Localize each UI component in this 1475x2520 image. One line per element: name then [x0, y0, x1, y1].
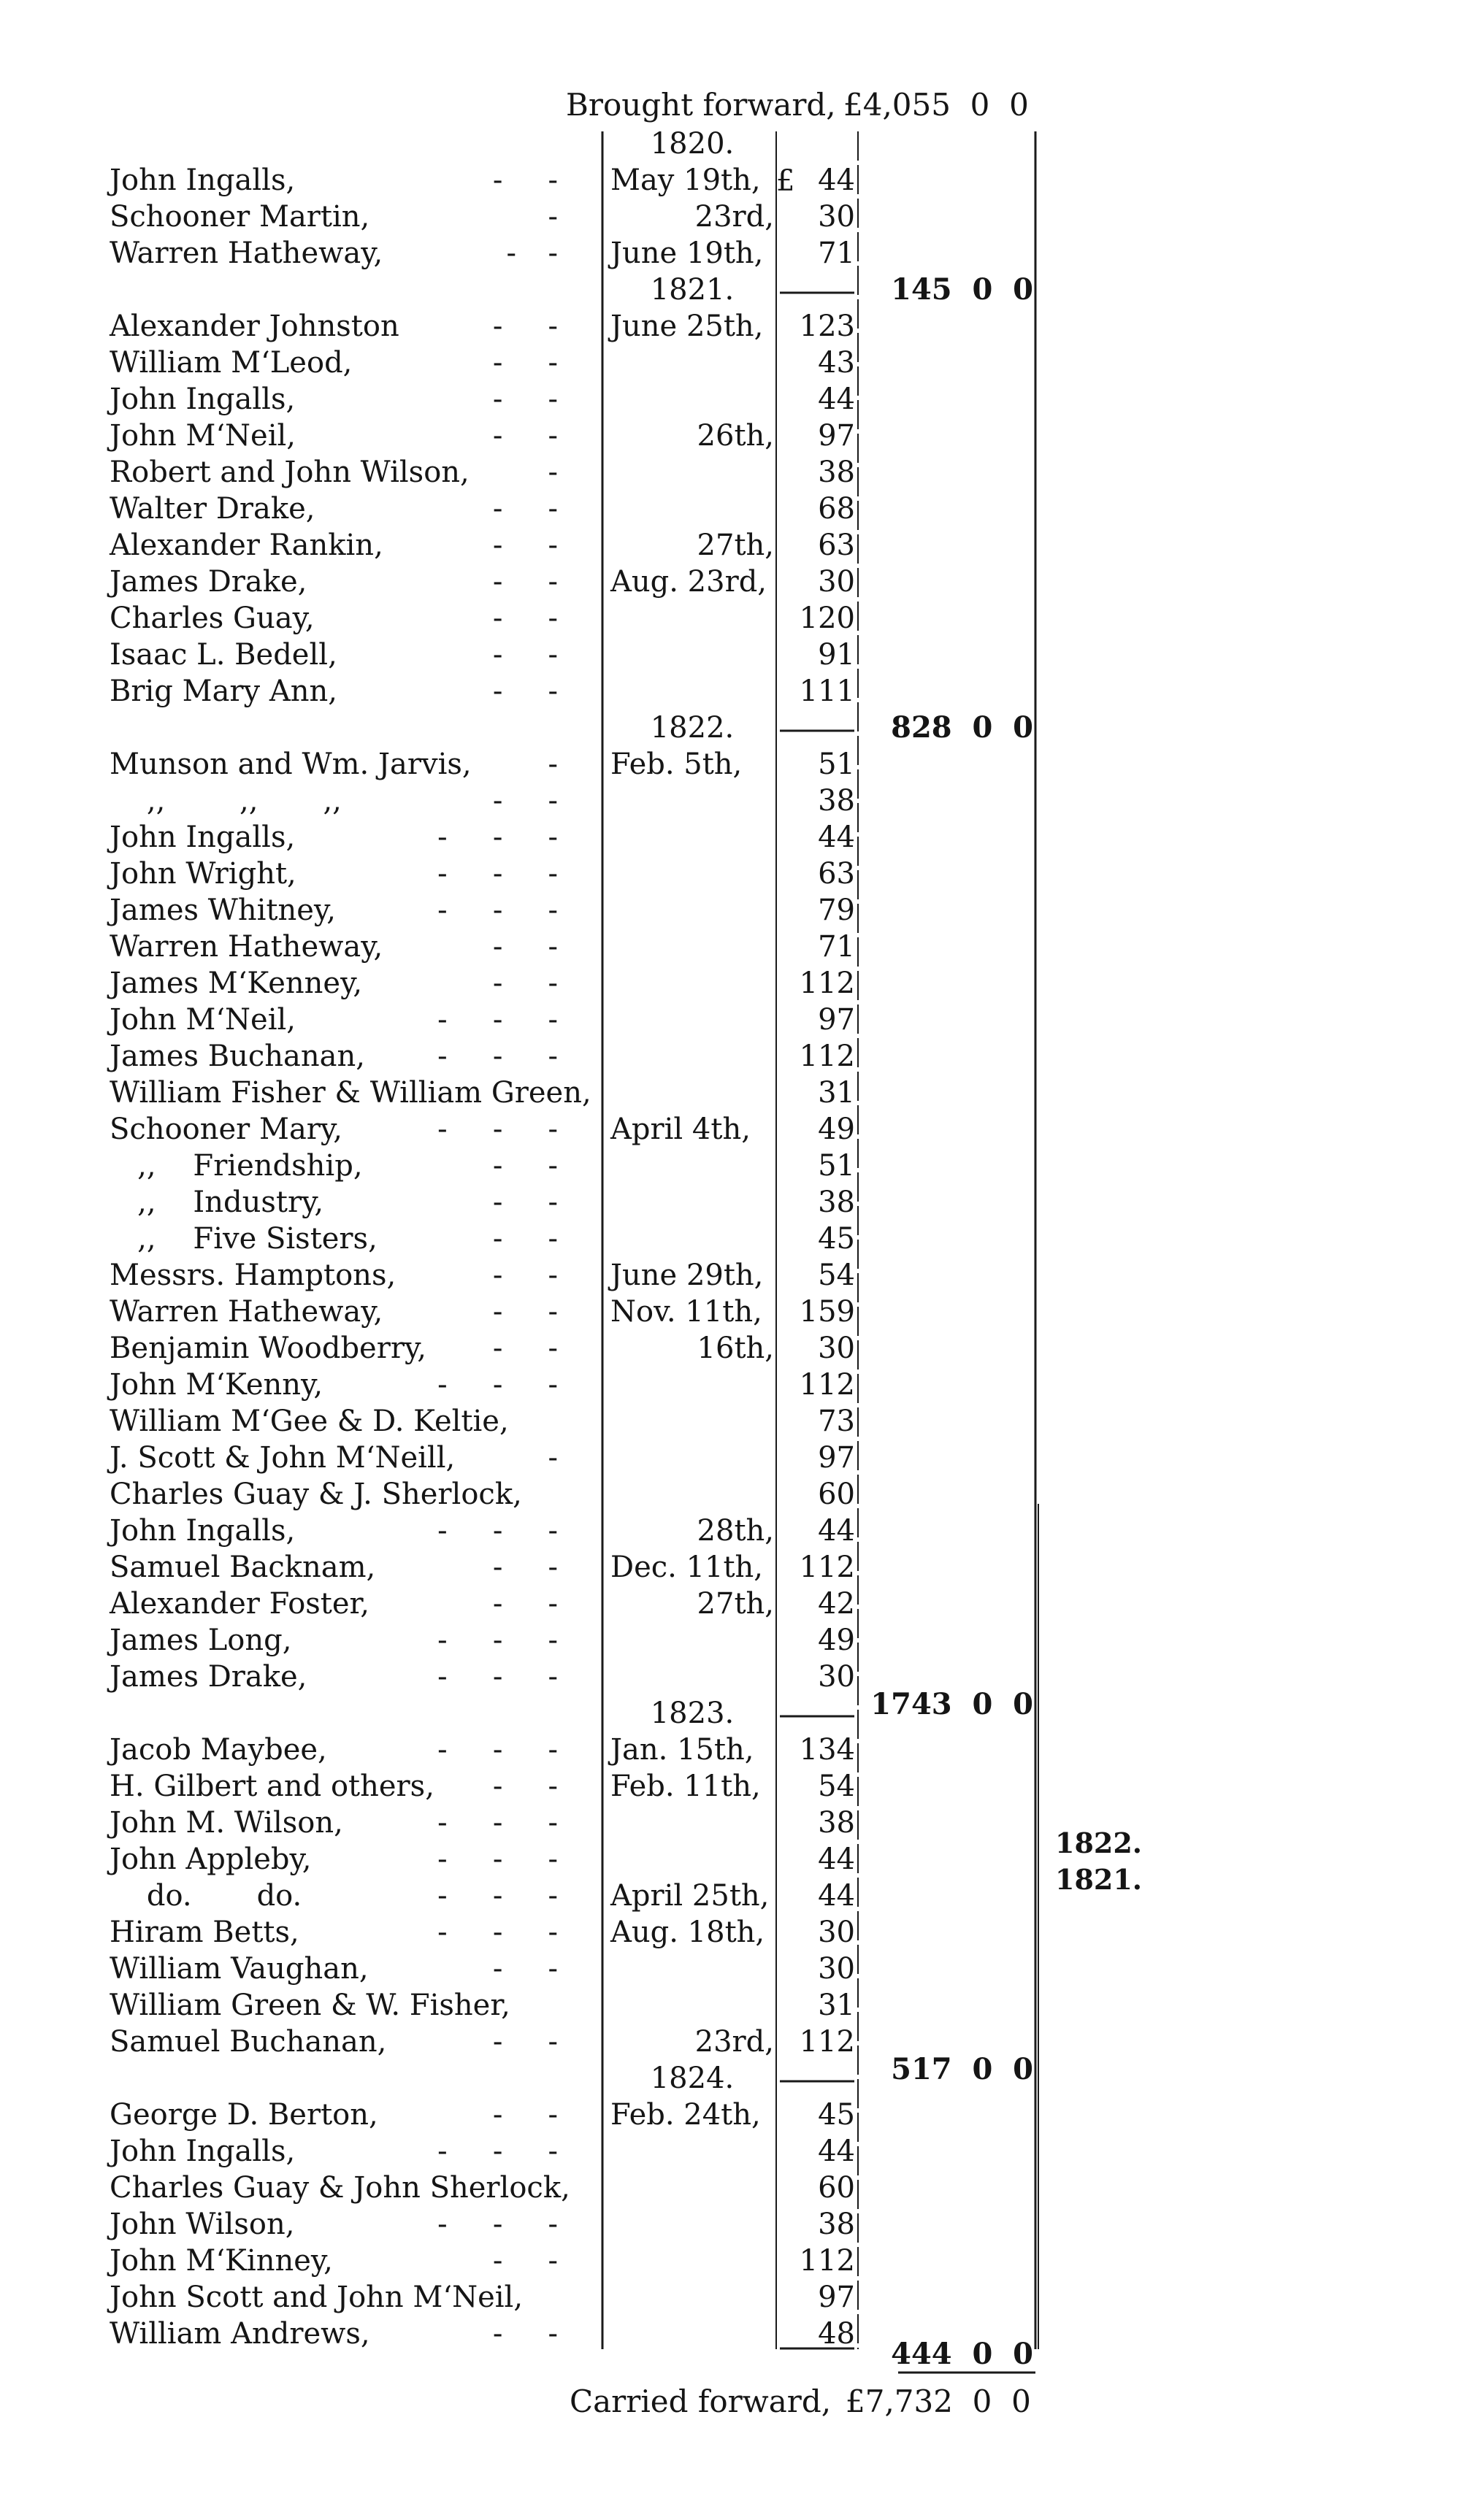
leader-dashes: - - -: [437, 2208, 562, 2241]
entry-name: William Vaughan,: [110, 1952, 369, 1986]
entry-amount: 97: [818, 1003, 855, 1037]
entry-amount: 97: [818, 419, 855, 453]
leader-dashes: - - -: [437, 2135, 562, 2168]
entry-name: John Ingalls,: [110, 821, 296, 854]
entry-amount: 30: [818, 1660, 855, 1694]
entry-date: Jan. 15th,: [610, 1733, 754, 1767]
entry-amount: 44: [818, 383, 855, 416]
entry-name: Charles Guay & J. Sherlock,: [110, 1478, 522, 1511]
leader-dashes: - - -: [437, 1806, 562, 1840]
entry-amount: 31: [818, 1076, 855, 1110]
year-header: 1823.: [650, 1697, 735, 1730]
entry-name: John M‘Neil,: [110, 1003, 296, 1037]
entry-date: Feb. 5th,: [610, 748, 743, 781]
entry-name: Messrs. Hamptons,: [110, 1259, 396, 1292]
entry-amount: 38: [818, 1806, 855, 1840]
entry-amount: 44: [818, 164, 855, 197]
entry-name: Alexander Johnston: [110, 310, 399, 343]
leader-dashes: - - -: [437, 894, 562, 927]
brought-forward-label: Brought forward,: [566, 87, 836, 123]
leader-dashes: -: [548, 456, 562, 489]
entry-name: James Whitney,: [110, 894, 336, 927]
entry-date: Nov. 11th,: [610, 1295, 762, 1329]
leader-dashes: - -: [492, 565, 562, 599]
entry-date: 27th,: [697, 529, 774, 562]
entry-amount: 112: [799, 2025, 855, 2059]
entry-name: ,, Industry,: [110, 1186, 324, 1219]
entry-name: Robert and John Wilson,: [110, 456, 470, 489]
entry-amount: 123: [799, 310, 855, 343]
entry-name: William M‘Gee & D. Keltie,: [110, 1405, 509, 1438]
leader-dashes: - -: [492, 930, 562, 964]
entry-date: Feb. 24th,: [610, 2098, 761, 2132]
leader-dashes: - -: [492, 638, 562, 672]
entry-date: April 25th,: [610, 1879, 770, 1913]
entry-amount: 42: [818, 1587, 855, 1621]
leader-dashes: - -: [492, 1295, 562, 1329]
entry-amount: 120: [799, 602, 855, 635]
entry-amount: 134: [799, 1733, 855, 1767]
entry-amount: 60: [818, 2171, 855, 2205]
leader-dashes: - - -: [437, 1113, 562, 1146]
group-total: 145 0 0: [891, 272, 1033, 307]
group-total: 1743 0 0: [870, 1687, 1033, 1721]
entry-name: Benjamin Woodberry,: [110, 1332, 426, 1365]
entry-name: Brig Mary Ann,: [110, 675, 337, 708]
leader-dashes: - - -: [437, 1514, 562, 1548]
leader-dashes: - -: [492, 2025, 562, 2059]
leader-dashes: - - -: [437, 1916, 562, 1949]
entry-date: Feb. 11th,: [610, 1770, 761, 1803]
entry-name: John Ingalls,: [110, 164, 296, 197]
entry-name: William Andrews,: [110, 2317, 370, 2351]
entry-amount: 30: [818, 200, 855, 234]
currency-mark: £: [776, 164, 795, 198]
entry-amount: 49: [818, 1113, 855, 1146]
leader-dashes: - -: [492, 2098, 562, 2132]
entry-name: Warren Hatheway,: [110, 1295, 383, 1329]
entry-amount: 38: [818, 2208, 855, 2241]
leader-dashes: - - -: [437, 1003, 562, 1037]
entry-amount: 38: [818, 784, 855, 818]
entry-name: John Scott and John M‘Neil,: [110, 2281, 524, 2314]
entry-date: 16th,: [697, 1332, 774, 1365]
leader-dashes: - -: [492, 1332, 562, 1365]
entry-name: John Ingalls,: [110, 383, 296, 416]
entry-date: Aug. 18th,: [610, 1916, 765, 1949]
entry-name: ,, Friendship,: [110, 1149, 363, 1183]
entry-amount: 44: [818, 1843, 855, 1876]
entry-amount: 73: [818, 1405, 855, 1438]
leader-dashes: - -: [492, 383, 562, 416]
carried-forward-amount: £7,732 0 0: [846, 2383, 1031, 2419]
carried-forward-label: Carried forward,: [570, 2383, 832, 2419]
entry-amount: 112: [799, 1368, 855, 1402]
entry-amount: 54: [818, 1259, 855, 1292]
entry-name: John M. Wilson,: [110, 1806, 343, 1840]
leader-dashes: - -: [492, 1551, 562, 1584]
entry-name: Charles Guay & John Sherlock,: [110, 2171, 570, 2205]
leader-dashes: - -: [492, 2317, 562, 2351]
entry-amount: 51: [818, 1149, 855, 1183]
entry-date: June 25th,: [610, 310, 764, 343]
leader-dashes: - - -: [437, 1879, 562, 1913]
entry-amount: 44: [818, 821, 855, 854]
entry-date: June 19th,: [610, 237, 764, 270]
leader-dashes: - -: [492, 1259, 562, 1292]
group-total: 517 0 0: [891, 2052, 1033, 2086]
entry-date: June 29th,: [610, 1259, 764, 1292]
entry-name: Samuel Backnam,: [110, 1551, 376, 1584]
group-total: 828 0 0: [891, 710, 1033, 745]
entry-name: Schooner Mary,: [110, 1113, 342, 1146]
entry-amount: 159: [799, 1295, 855, 1329]
entry-amount: 68: [818, 492, 855, 526]
entry-name: Warren Hatheway,: [110, 930, 383, 964]
leader-dashes: - -: [492, 1186, 562, 1219]
entry-name: John M‘Kinney,: [110, 2244, 333, 2278]
entry-amount: 51: [818, 748, 855, 781]
entry-name: James Drake,: [110, 565, 307, 599]
entry-amount: 112: [799, 1040, 855, 1073]
leader-dashes: - - -: [437, 1843, 562, 1876]
entry-name: H. Gilbert and others,: [110, 1770, 434, 1803]
entry-amount: 31: [818, 1989, 855, 2022]
entry-amount: 49: [818, 1624, 855, 1657]
entry-amount: 44: [818, 1514, 855, 1548]
entry-date: May 19th,: [610, 164, 761, 197]
entry-amount: 45: [818, 1222, 855, 1256]
group-total: 444 0 0: [891, 2337, 1033, 2371]
entry-name: Alexander Rankin,: [110, 529, 383, 562]
leader-dashes: - -: [492, 1587, 562, 1621]
year-header: 1821.: [650, 273, 735, 307]
entry-name: John Wright,: [110, 857, 296, 891]
year-header: 1822.: [650, 711, 735, 745]
leader-dashes: - -: [492, 1952, 562, 1986]
entry-date: 27th,: [697, 1587, 774, 1621]
entry-name: Samuel Buchanan,: [110, 2025, 387, 2059]
entry-name: John M‘Kenny,: [110, 1368, 323, 1402]
leader-dashes: -: [548, 200, 562, 234]
leader-dashes: -: [548, 748, 562, 781]
entry-name: ,, ,, ,,: [110, 784, 342, 818]
leader-dashes: - -: [492, 346, 562, 380]
leader-dashes: - - -: [437, 1624, 562, 1657]
entry-amount: 30: [818, 565, 855, 599]
entry-amount: 63: [818, 529, 855, 562]
entry-name: J. Scott & John M‘Neill,: [110, 1441, 456, 1475]
entry-amount: 111: [799, 675, 855, 708]
entry-name: John Wilson,: [110, 2208, 295, 2241]
entry-amount: 54: [818, 1770, 855, 1803]
entry-name: Alexander Foster,: [110, 1587, 369, 1621]
entry-name: Hiram Betts,: [110, 1916, 299, 1949]
entry-name: James Drake,: [110, 1660, 307, 1694]
leader-dashes: - -: [492, 1770, 562, 1803]
entry-name: William Green & W. Fisher,: [110, 1989, 510, 2022]
entry-amount: 38: [818, 456, 855, 489]
entry-amount: 79: [818, 894, 855, 927]
entry-amount: 112: [799, 1551, 855, 1584]
entry-name: Jacob Maybee,: [110, 1733, 327, 1767]
brought-forward-amount: £4,055 0 0: [843, 87, 1029, 123]
entry-amount: 112: [799, 2244, 855, 2278]
leader-dashes: -: [548, 1441, 562, 1475]
leader-dashes: - -: [492, 675, 562, 708]
entry-amount: 60: [818, 1478, 855, 1511]
entry-name: John Appleby,: [110, 1843, 312, 1876]
entry-date: 26th,: [697, 419, 774, 453]
entry-name: George D. Berton,: [110, 2098, 378, 2132]
entry-amount: 44: [818, 2135, 855, 2168]
entry-name: ,, Five Sisters,: [110, 1222, 378, 1256]
entry-date: Aug. 23rd,: [610, 565, 767, 599]
leader-dashes: - -: [492, 529, 562, 562]
entry-name: Charles Guay,: [110, 602, 315, 635]
leader-dashes: - -: [492, 419, 562, 453]
entry-amount: 112: [799, 967, 855, 1000]
entry-name: William M‘Leod,: [110, 346, 353, 380]
leader-dashes: - - -: [437, 1368, 562, 1402]
margin-note: 1822.: [1055, 1826, 1142, 1859]
entry-amount: 30: [818, 1332, 855, 1365]
entry-name: William Fisher & William Green,: [110, 1076, 591, 1110]
entry-amount: 30: [818, 1952, 855, 1986]
entry-name: James Long,: [110, 1624, 292, 1657]
entry-name: John Ingalls,: [110, 1514, 296, 1548]
leader-dashes: - -: [492, 2244, 562, 2278]
leader-dashes: - -: [492, 967, 562, 1000]
entry-amount: 71: [818, 930, 855, 964]
leader-dashes: - -: [492, 1222, 562, 1256]
leader-dashes: - - -: [437, 857, 562, 891]
entry-name: Isaac L. Bedell,: [110, 638, 337, 672]
entry-amount: 38: [818, 1186, 855, 1219]
entry-amount: 48: [818, 2317, 855, 2351]
leader-dashes: - -: [506, 237, 562, 270]
leader-dashes: - - -: [437, 1040, 562, 1073]
entry-name: John M‘Neil,: [110, 419, 296, 453]
entry-amount: 97: [818, 1441, 855, 1475]
leader-dashes: - -: [492, 164, 562, 197]
entry-amount: 91: [818, 638, 855, 672]
year-header: 1824.: [650, 2062, 735, 2095]
margin-note: 1821.: [1055, 1863, 1142, 1896]
entry-date: April 4th,: [610, 1113, 751, 1146]
entry-name: Schooner Martin,: [110, 200, 370, 234]
leader-dashes: - -: [492, 784, 562, 818]
entry-name: do. do.: [110, 1879, 302, 1913]
entry-name: James M‘Kenney,: [110, 967, 363, 1000]
entry-name: Warren Hatheway,: [110, 237, 383, 270]
entry-amount: 71: [818, 237, 855, 270]
leader-dashes: - -: [492, 310, 562, 343]
leader-dashes: - -: [492, 602, 562, 635]
entry-name: Walter Drake,: [110, 492, 315, 526]
entry-amount: 63: [818, 857, 855, 891]
entry-name: Munson and Wm. Jarvis,: [110, 748, 472, 781]
leader-dashes: - - -: [437, 821, 562, 854]
entry-amount: 44: [818, 1879, 855, 1913]
entry-name: John Ingalls,: [110, 2135, 296, 2168]
entry-amount: 43: [818, 346, 855, 380]
leader-dashes: - - -: [437, 1660, 562, 1694]
entry-date: 23rd,: [694, 200, 774, 234]
entry-amount: 97: [818, 2281, 855, 2314]
entry-date: 23rd,: [694, 2025, 774, 2059]
entry-date: Dec. 11th,: [610, 1551, 764, 1584]
entry-amount: 30: [818, 1916, 855, 1949]
leader-dashes: - - -: [437, 1733, 562, 1767]
entry-date: 28th,: [697, 1514, 774, 1548]
leader-dashes: - -: [492, 1149, 562, 1183]
leader-dashes: - -: [492, 492, 562, 526]
entry-name: James Buchanan,: [110, 1040, 365, 1073]
year-header: 1820.: [650, 127, 735, 161]
entry-amount: 45: [818, 2098, 855, 2132]
